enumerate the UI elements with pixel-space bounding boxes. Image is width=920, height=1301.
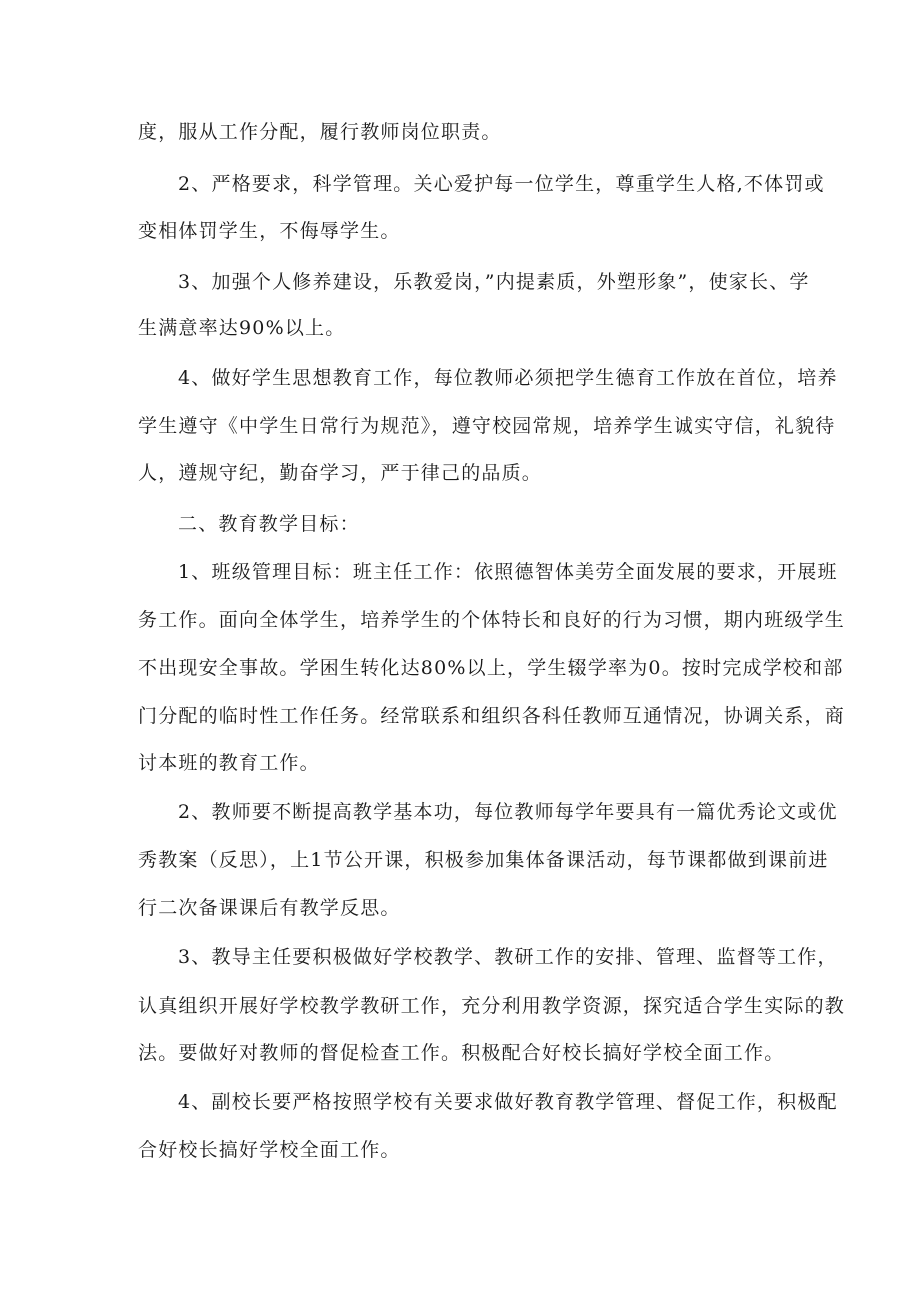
- text-line: 2、严格要求，科学管理。关心爱护每一位学生，尊重学生人格,不体罚或: [178, 173, 825, 195]
- text-line: 讨本班的教育工作。: [138, 752, 320, 774]
- text-line: 学生遵守《中学生日常行为规范》，遵守校园常规，培养学生诚实守信，礼貌待: [138, 415, 836, 437]
- section-heading: 二、教育教学目标：: [178, 513, 360, 535]
- text-line: 秀教案（反思），上1节公开课，积极参加集体备课活动，每节课都做到课前进: [138, 849, 829, 871]
- text-line: 4、做好学生思想教育工作，每位教师必须把学生德育工作放在首位，培养: [178, 367, 838, 389]
- text-line: 法。要做好对教师的督促检查工作。积极配合好校长搞好学校全面工作。: [138, 1042, 785, 1064]
- text-line: 3、教导主任要积极做好学校教学、教研工作的安排、管理、监督等工作，: [178, 946, 838, 968]
- text-line: 变相体罚学生，不侮辱学生。: [138, 220, 401, 242]
- text-line: 度，服从工作分配，履行教师岗位职责。: [138, 121, 502, 143]
- text-line: 务工作。面向全体学生，培养学生的个体特长和良好的行为习惯，期内班级学生: [138, 609, 846, 631]
- text-line: 合好校长搞好学校全面工作。: [138, 1139, 401, 1161]
- text-line: 3、加强个人修养建设，乐教爱岗，”内提素质，外塑形象”，使家长、学: [178, 271, 810, 293]
- text-line: 4、副校长要严格按照学校有关要求做好教育教学管理、督促工作，积极配: [178, 1091, 838, 1113]
- text-line: 人，遵规守纪，勤奋学习，严于律己的品质。: [138, 462, 543, 484]
- text-line: 生满意率达90%以上。: [138, 317, 346, 339]
- text-line: 不出现安全事故。学困生转化达80%以上，学生辍学率为0。按时完成学校和部: [138, 657, 844, 679]
- text-line: 1、班级管理目标：班主任工作：依照德智体美劳全面发展的要求，开展班: [178, 561, 838, 583]
- text-line: 门分配的临时性工作任务。经常联系和组织各科任教师互通情况，协调关系，商: [138, 705, 846, 727]
- text-line: 行二次备课课后有教学反思。: [138, 897, 401, 919]
- text-line: 2、教师要不断提高教学基本功，每位教师每学年要具有一篇优秀论文或优: [178, 801, 838, 823]
- text-line: 认真组织开展好学校教学教研工作，充分利用教学资源，探究适合学生实际的教: [138, 995, 846, 1017]
